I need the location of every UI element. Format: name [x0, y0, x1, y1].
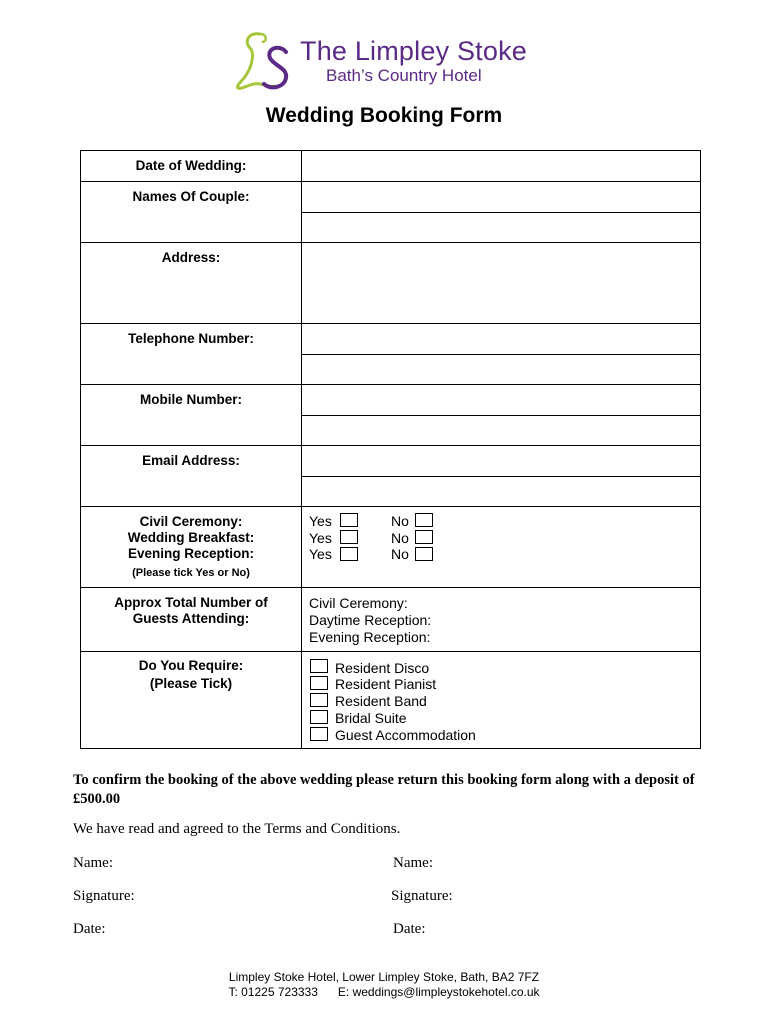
bridal-suite-label: Bridal Suite: [335, 710, 407, 726]
address-label: Address:: [161, 250, 221, 265]
sub-row-divider: [301, 415, 700, 416]
row-divider: [81, 323, 700, 324]
resident-disco-checkbox[interactable]: [310, 659, 328, 673]
wedding-breakfast-label: Wedding Breakfast:: [127, 530, 255, 545]
evening-no-label: No: [391, 546, 409, 562]
civil-ceremony-label: Civil Ceremony:: [139, 514, 243, 529]
terms-agreement-text: We have read and agreed to the Terms and Conditions.: [73, 821, 401, 837]
evening-yes-label: Yes: [309, 546, 332, 562]
resident-band-label: Resident Band: [335, 693, 427, 709]
date-field-2: Date:: [393, 921, 426, 937]
telephone-label: Telephone Number:: [128, 331, 254, 346]
resident-pianist-checkbox[interactable]: [310, 676, 328, 690]
resident-pianist-label: Resident Pianist: [335, 676, 437, 692]
row-divider: [81, 242, 700, 243]
civil-no-checkbox[interactable]: [415, 513, 433, 527]
row-divider: [81, 587, 700, 588]
breakfast-yes-label: Yes: [309, 530, 332, 546]
booking-form-table: [80, 150, 701, 749]
footer-phone: T: 01225 723333: [228, 985, 318, 999]
sub-row-divider: [301, 354, 700, 355]
hotel-logo-icon: [230, 28, 296, 94]
row-divider: [81, 506, 700, 507]
email-label: Email Address:: [142, 453, 240, 468]
guests-evening-reception: Evening Reception:: [309, 629, 431, 645]
resident-band-checkbox[interactable]: [310, 693, 328, 707]
date-field-1: Date:: [73, 921, 106, 937]
guests-daytime-reception: Daytime Reception:: [309, 612, 432, 628]
civil-yes-label: Yes: [309, 513, 332, 529]
require-label-line1: Do You Require:: [138, 658, 244, 673]
hotel-tagline: Bath’s Country Hotel: [326, 66, 482, 85]
date-of-wedding-label: Date of Wedding:: [135, 158, 247, 173]
breakfast-no-label: No: [391, 530, 409, 546]
guest-accommodation-label: Guest Accommodation: [335, 727, 476, 743]
footer-email[interactable]: E: weddings@limpleystokehotel.co.uk: [337, 985, 540, 999]
name-field-1: Name:: [73, 855, 113, 871]
require-label-line2: (Please Tick): [149, 676, 233, 691]
bridal-suite-checkbox[interactable]: [310, 710, 328, 724]
guests-label-line2: Guests Attending:: [132, 611, 250, 626]
evening-yes-checkbox[interactable]: [340, 547, 358, 561]
name-field-2: Name:: [393, 855, 433, 871]
names-of-couple-label: Names Of Couple:: [132, 189, 250, 204]
guests-label-line1: Approx Total Number of: [114, 595, 268, 610]
hotel-name: The Limpley Stoke: [300, 36, 528, 66]
footer-address: Limpley Stoke Hotel, Lower Limpley Stoke, Bath, BA2 7FZ: [228, 970, 540, 984]
deposit-instructions: To confirm the booking of the above wedding please return this booking form along with a deposit of £500.00: [73, 772, 695, 807]
mobile-label: Mobile Number:: [139, 392, 242, 407]
sub-row-divider: [301, 476, 700, 477]
breakfast-no-checkbox[interactable]: [415, 530, 433, 544]
form-title: Wedding Booking Form: [265, 104, 503, 127]
footer-contact: [0, 985, 768, 999]
evening-no-checkbox[interactable]: [415, 547, 433, 561]
row-divider: [81, 651, 700, 652]
guest-accommodation-checkbox[interactable]: [310, 727, 328, 741]
tick-note: (Please tick Yes or No): [132, 567, 250, 579]
signature-field-2: Signature:: [391, 888, 453, 904]
sub-row-divider: [301, 212, 700, 213]
signature-field-1: Signature:: [73, 888, 135, 904]
breakfast-yes-checkbox[interactable]: [340, 530, 358, 544]
row-divider: [81, 181, 700, 182]
column-divider: [301, 151, 302, 748]
row-divider: [81, 384, 700, 385]
civil-no-label: No: [391, 513, 409, 529]
row-divider: [81, 445, 700, 446]
evening-reception-label: Evening Reception:: [127, 546, 254, 561]
resident-disco-label: Resident Disco: [335, 660, 430, 676]
civil-yes-checkbox[interactable]: [340, 513, 358, 527]
guests-civil-ceremony: Civil Ceremony:: [309, 595, 408, 611]
